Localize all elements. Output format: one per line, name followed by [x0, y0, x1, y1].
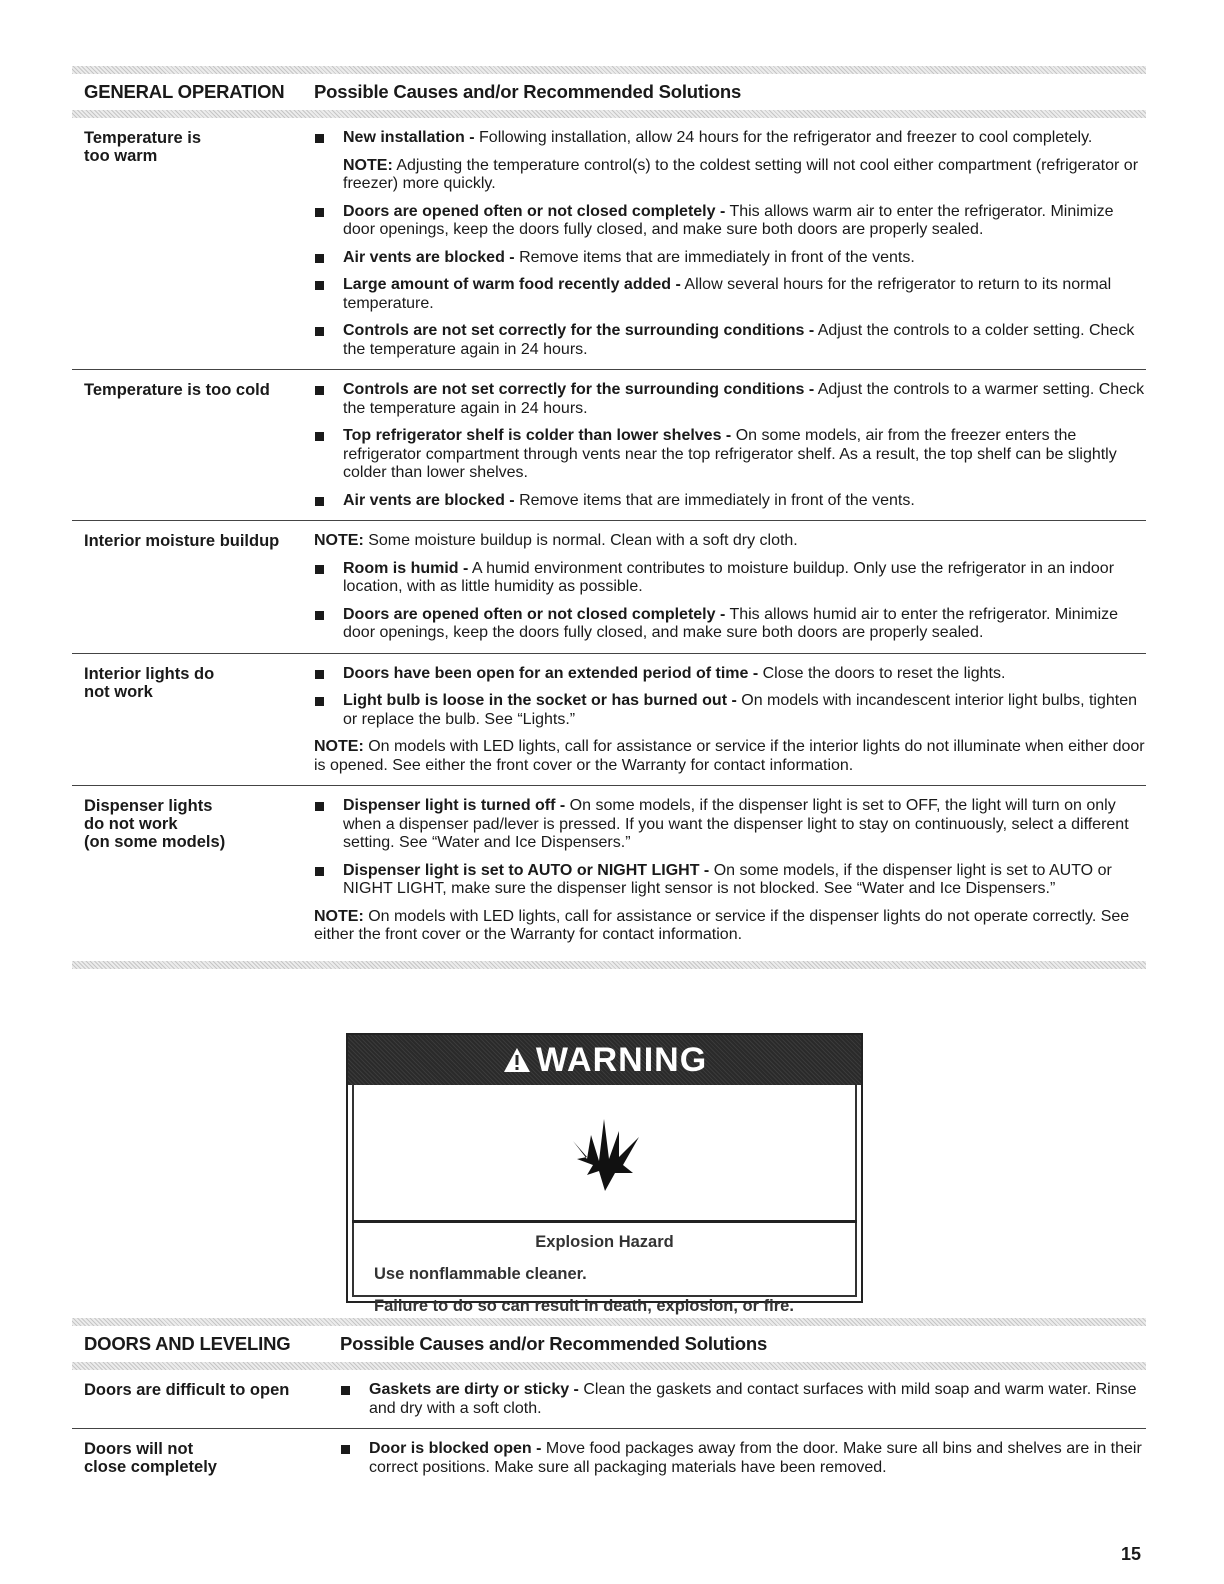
problem-label-line: Interior moisture buildup [84, 532, 280, 550]
solution-cause: Doors are opened often or not closed completely - [343, 605, 726, 623]
warning-hazard: Explosion Hazard [535, 1233, 674, 1251]
solutions [314, 532, 1146, 643]
solution-text: Clean the gaskets and contact surfaces with mild soap and warm water. Rinse and dry with a soft cloth. [369, 1381, 1137, 1417]
solution-cause: Doors have been open for an extended period of time - [343, 664, 759, 682]
warning-line-2: Failure to do so can result in death, explosion, or fire. [374, 1297, 794, 1315]
problem-label [72, 129, 314, 359]
solutions [340, 1381, 1146, 1418]
solution-bullet [340, 1381, 1146, 1418]
solution-bullet [314, 203, 1146, 240]
solution-cause: Controls are not set correctly for the surrounding conditions - [343, 322, 815, 339]
problem-label-line: close completely [84, 1458, 217, 1476]
doors-header-shaded-bar [72, 1362, 1146, 1370]
solution-text: Allow several hours for the refrigerator to return to its normal temperature. [343, 276, 1112, 312]
problem-label-line: do not work [84, 815, 178, 833]
bullet-square-icon [314, 381, 343, 418]
general-operation-header [72, 74, 1146, 110]
header-shaded-bar [72, 110, 1146, 118]
solution-cause: Dispenser light is turned off - [343, 797, 566, 814]
solution-text: Following installation, allow 24 hours for the refrigerator and freezer to cool completely. [474, 129, 1093, 146]
warning-line-1: Use nonflammable cleaner. [374, 1265, 587, 1283]
problem-label [72, 1440, 340, 1477]
note-label: NOTE: [343, 156, 393, 174]
bullet-square-icon [314, 665, 343, 684]
solution-bullet [314, 322, 1146, 359]
doors-top-shaded-bar [72, 1318, 1146, 1326]
note [314, 738, 1146, 775]
warning-text-area [352, 1223, 857, 1315]
bullet-square-icon [314, 606, 343, 643]
page-number: 15 [1121, 1544, 1142, 1564]
bullet-square-icon [340, 1381, 369, 1418]
bottom-shaded-bar [72, 961, 1146, 969]
solution-bullet [314, 665, 1146, 684]
table-row [72, 785, 1146, 955]
bullet-square-icon [340, 1440, 369, 1477]
problem-label-line: Doors are difficult to open [84, 1381, 290, 1399]
solution-text: A humid environment contributes to moisture buildup. Only use the refrigerator in an indoor location, with as little humidity as possible. [343, 559, 1115, 595]
problem-label-line: Dispenser lights [84, 797, 213, 815]
problem-label-line: not work [84, 682, 153, 701]
solution-cause: Controls are not set correctly for the surrounding conditions - [343, 381, 815, 398]
solution-text: Remove items that are immediately in front of the vents. [514, 248, 915, 266]
problem-label-line: Temperature is [84, 129, 202, 147]
doors-and-leveling-table [72, 1370, 1146, 1487]
table-row [72, 369, 1146, 520]
problem-label [72, 1381, 340, 1418]
bullet-square-icon [314, 692, 343, 729]
problem-label [72, 381, 314, 510]
solution-cause: New installation - [343, 129, 475, 146]
warning-title: WARNING [535, 1040, 708, 1079]
solution-text: Close the doors to reset the lights. [758, 664, 1006, 682]
top-shaded-bar [72, 66, 1146, 74]
general-operation-table [72, 118, 1146, 955]
solution-text: This allows humid air to enter the refrigerator. Minimize door openings, keep the doors fully closed, and make sure both doors are properly sealed. [343, 605, 1119, 641]
note-label: NOTE: [314, 738, 364, 755]
bullet-square-icon [314, 492, 343, 511]
solution-bullet [314, 249, 1146, 268]
solution-cause: Air vents are blocked - [343, 491, 515, 509]
note-label: NOTE: [314, 907, 364, 925]
solution-bullet [314, 427, 1146, 483]
note-text: On models with LED lights, call for assistance or service if the dispenser lights do not operate correctly. See either the front cover or the Warranty for contact information. [314, 907, 1130, 943]
solutions [314, 381, 1146, 510]
warning-box [346, 1033, 863, 1315]
doors-and-leveling-section [72, 1318, 1146, 1487]
problem-label-line: (on some models) [84, 833, 226, 851]
solutions [314, 665, 1146, 776]
note-text: Adjusting the temperature control(s) to the coldest setting will not cool either compartment (refrigerator or freezer) more quickly. [343, 156, 1139, 192]
table-row [72, 1428, 1146, 1487]
problem-label [72, 797, 314, 945]
solution-cause: Room is humid - [343, 559, 469, 577]
bullet-square-icon [314, 322, 343, 359]
note-label: NOTE: [314, 532, 364, 549]
solutions [314, 797, 1146, 945]
problem-label-line: too warm [84, 147, 158, 165]
doors-and-leveling-column-title: Possible Causes and/or Recommended Solutions [340, 1333, 768, 1354]
solution-bullet [314, 276, 1146, 313]
solution-cause: Top refrigerator shelf is colder than lower shelves - [343, 427, 732, 444]
solution-text: On some models, if the dispenser light is set to OFF, the light will turn on only when a dispenser pad/lever is pressed. If you want the dispenser light to stay on continuously, select a different setting. See “Water and Ice Dispensers.” [343, 797, 1129, 851]
table-row [72, 520, 1146, 653]
table-row [72, 1370, 1146, 1428]
bullet-square-icon [314, 560, 343, 597]
explosion-icon [557, 1113, 653, 1193]
solution-bullet [314, 797, 1146, 853]
solution-text: This allows warm air to enter the refrigerator. Minimize door openings, keep the doors fully closed, and make sure both doors are properly sealed. [343, 202, 1114, 238]
warning-header [348, 1035, 861, 1085]
bullet-square-icon [314, 129, 343, 148]
solution-text: On some models, air from the freezer enters the refrigerator compartment through vents near the top refrigerator shelf. As a result, the top shelf can be slightly colder than lower shelves. [343, 427, 1117, 481]
solution-bullet [314, 381, 1146, 418]
solution-text: On models with incandescent interior light bulbs, tighten or replace the bulb. See “Lights.” [343, 692, 1138, 728]
solution-text: Move food packages away from the door. Make sure all bins and shelves are in their correct positions. Make sure all packaging materials have been removed. [369, 1440, 1142, 1476]
general-operation-section [72, 66, 1146, 969]
solution-cause: Dispenser light is set to AUTO or NIGHT LIGHT - [343, 861, 710, 879]
bullet-square-icon [314, 797, 343, 853]
note-text: On models with LED lights, call for assistance or service if the interior lights do not illuminate when either door is opened. See either the front cover or the Warranty for contact information. [314, 738, 1145, 774]
solution-cause: Light bulb is loose in the socket or has burned out - [343, 692, 737, 709]
solution-bullet [314, 492, 1146, 511]
bullet-square-icon [314, 276, 343, 313]
doors-and-leveling-title: DOORS AND LEVELING [84, 1333, 291, 1354]
problem-label [72, 532, 314, 643]
bullet-square-icon [314, 427, 343, 483]
general-operation-column-title: Possible Causes and/or Recommended Solutions [314, 81, 742, 102]
solution-bullet [314, 862, 1146, 899]
solution-bullet [314, 129, 1146, 148]
note [314, 532, 1146, 551]
table-row [72, 653, 1146, 786]
solution-cause: Door is blocked open - [369, 1440, 542, 1457]
bullet-square-icon [314, 862, 343, 899]
solution-bullet [314, 692, 1146, 729]
solution-text: On some models, if the dispenser light is set to AUTO or NIGHT LIGHT, make sure the dispenser light sensor is not blocked. See “Water and Ice Dispensers.” [343, 861, 1112, 897]
solution-bullet [314, 606, 1146, 643]
table-row [72, 118, 1146, 369]
solution-text: Adjust the controls to a colder setting. Check the temperature again in 24 hours. [343, 322, 1135, 358]
warning-icon-area [352, 1085, 857, 1220]
warning-triangle-icon [502, 1046, 532, 1074]
solution-bullet [314, 560, 1146, 597]
solution-bullet [340, 1440, 1146, 1477]
solution-cause: Air vents are blocked - [343, 248, 515, 266]
general-operation-title: GENERAL OPERATION [84, 81, 285, 102]
solution-cause: Doors are opened often or not closed completely - [343, 202, 726, 220]
bullet-square-icon [314, 203, 343, 240]
doors-and-leveling-header [72, 1326, 1146, 1362]
bullet-square-icon [314, 249, 343, 268]
problem-label-line: Doors will not [84, 1440, 194, 1458]
problem-label [72, 665, 314, 776]
solution-text: Adjust the controls to a warmer setting. Check the temperature again in 24 hours. [343, 381, 1145, 417]
solution-text: Remove items that are immediately in front of the vents. [514, 491, 915, 509]
problem-label-line: Temperature is too cold [84, 381, 270, 399]
note-text: Some moisture buildup is normal. Clean with a soft dry cloth. [363, 532, 798, 549]
solution-cause: Gaskets are dirty or sticky - [369, 1381, 579, 1398]
solutions [314, 129, 1146, 359]
solution-cause: Large amount of warm food recently added - [343, 276, 681, 293]
note [314, 157, 1146, 194]
solutions [340, 1440, 1146, 1477]
note [314, 908, 1146, 945]
problem-label-line: Interior lights do [84, 664, 215, 683]
